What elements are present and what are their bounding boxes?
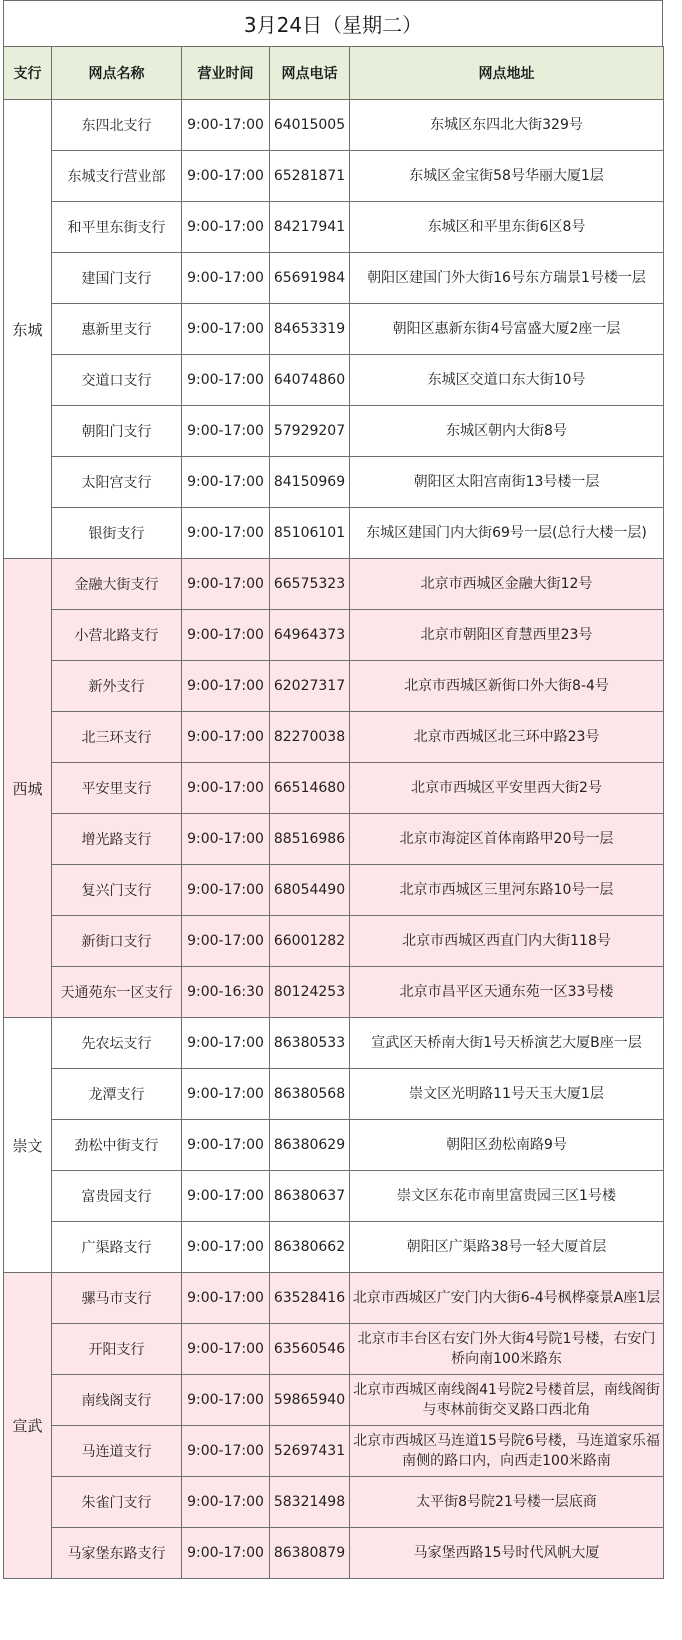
phone-cell: 86380629 [270,1120,350,1171]
outlet-name-cell: 复兴门支行 [52,865,182,916]
table-row [4,304,664,355]
outlet-name-cell: 金融大街支行 [52,559,182,610]
outlet-name-cell: 开阳支行 [52,1324,182,1375]
outlet-name-cell: 增光路支行 [52,814,182,865]
table-row [4,610,664,661]
address-cell: 朝阳区惠新东街4号富盛大厦2座一层 [350,304,664,355]
outlet-name-cell: 和平里东街支行 [52,202,182,253]
table-row [4,355,664,406]
branch-cell: 西城 [4,559,52,1018]
phone-cell: 66001282 [270,916,350,967]
outlet-name-cell: 广渠路支行 [52,1222,182,1273]
outlet-name-cell: 劲松中街支行 [52,1120,182,1171]
address-cell: 北京市西城区西直门内大街118号 [350,916,664,967]
outlet-name-cell: 东四北支行 [52,100,182,151]
table-row [4,1528,664,1579]
phone-cell: 68054490 [270,865,350,916]
hours-cell: 9:00-17:00 [182,1273,270,1324]
phone-cell: 59865940 [270,1375,350,1426]
table-row [4,100,664,151]
phone-cell: 86380662 [270,1222,350,1273]
table-row [4,1222,664,1273]
header-branch: 支行 [4,47,52,100]
branch-schedule-sheet [3,0,663,1579]
hours-cell: 9:00-17:00 [182,406,270,457]
address-cell: 东城区金宝街58号华丽大厦1层 [350,151,664,202]
phone-cell: 58321498 [270,1477,350,1528]
address-cell: 东城区东四北大街329号 [350,100,664,151]
table-row [4,559,664,610]
table-row [4,202,664,253]
table-row [4,661,664,712]
phone-cell: 64015005 [270,100,350,151]
phone-cell: 86380533 [270,1018,350,1069]
outlet-name-cell: 先农坛支行 [52,1018,182,1069]
address-cell: 北京市海淀区首体南路甲20号一层 [350,814,664,865]
table-row [4,763,664,814]
outlet-name-cell: 富贵园支行 [52,1171,182,1222]
hours-cell: 9:00-17:00 [182,1069,270,1120]
sheet-title: 3月24日（星期二） [3,0,663,46]
address-cell: 北京市西城区南线阁41号院2号楼首层，南线阁街与枣林前街交叉路口西北角 [350,1375,664,1426]
hours-cell: 9:00-17:00 [182,1222,270,1273]
hours-cell: 9:00-17:00 [182,151,270,202]
header-row [4,47,664,100]
outlet-name-cell: 新街口支行 [52,916,182,967]
branch-table [3,46,664,1579]
outlet-name-cell: 太阳宫支行 [52,457,182,508]
phone-cell: 57929207 [270,406,350,457]
hours-cell: 9:00-17:00 [182,508,270,559]
hours-cell: 9:00-17:00 [182,661,270,712]
hours-cell: 9:00-17:00 [182,865,270,916]
outlet-name-cell: 交道口支行 [52,355,182,406]
hours-cell: 9:00-17:00 [182,916,270,967]
phone-cell: 86380637 [270,1171,350,1222]
table-row [4,457,664,508]
hours-cell: 9:00-17:00 [182,253,270,304]
table-row [4,406,664,457]
hours-cell: 9:00-17:00 [182,610,270,661]
hours-cell: 9:00-17:00 [182,1324,270,1375]
hours-cell: 9:00-17:00 [182,763,270,814]
hours-cell: 9:00-16:30 [182,967,270,1018]
table-row [4,712,664,763]
outlet-name-cell: 朱雀门支行 [52,1477,182,1528]
header-hours: 营业时间 [182,47,270,100]
phone-cell: 86380568 [270,1069,350,1120]
phone-cell: 63560546 [270,1324,350,1375]
address-cell: 北京市丰台区右安门外大街4号院1号楼，右安门桥向南100米路东 [350,1324,664,1375]
address-cell: 马家堡西路15号时代风帆大厦 [350,1528,664,1579]
address-cell: 东城区和平里东街6区8号 [350,202,664,253]
outlet-name-cell: 马家堡东路支行 [52,1528,182,1579]
outlet-name-cell: 东城支行营业部 [52,151,182,202]
phone-cell: 52697431 [270,1426,350,1477]
phone-cell: 62027317 [270,661,350,712]
address-cell: 北京市朝阳区育慧西里23号 [350,610,664,661]
hours-cell: 9:00-17:00 [182,1120,270,1171]
header-outlet-name: 网点名称 [52,47,182,100]
table-row [4,1324,664,1375]
phone-cell: 63528416 [270,1273,350,1324]
header-address: 网点地址 [350,47,664,100]
outlet-name-cell: 银街支行 [52,508,182,559]
address-cell: 东城区朝内大街8号 [350,406,664,457]
outlet-name-cell: 建国门支行 [52,253,182,304]
table-row [4,916,664,967]
phone-cell: 84653319 [270,304,350,355]
outlet-name-cell: 惠新里支行 [52,304,182,355]
address-cell: 宣武区天桥南大街1号天桥演艺大厦B座一层 [350,1018,664,1069]
hours-cell: 9:00-17:00 [182,1018,270,1069]
hours-cell: 9:00-17:00 [182,457,270,508]
phone-cell: 85106101 [270,508,350,559]
table-row [4,1477,664,1528]
outlet-name-cell: 小营北路支行 [52,610,182,661]
address-cell: 东城区交道口东大街10号 [350,355,664,406]
outlet-name-cell: 新外支行 [52,661,182,712]
table-row [4,151,664,202]
table-row [4,1426,664,1477]
phone-cell: 80124253 [270,967,350,1018]
outlet-name-cell: 朝阳门支行 [52,406,182,457]
phone-cell: 66575323 [270,559,350,610]
phone-cell: 66514680 [270,763,350,814]
table-row [4,865,664,916]
address-cell: 北京市西城区平安里西大街2号 [350,763,664,814]
outlet-name-cell: 平安里支行 [52,763,182,814]
outlet-name-cell: 龙潭支行 [52,1069,182,1120]
address-cell: 北京市西城区广安门内大街6-4号枫桦豪景A座1层 [350,1273,664,1324]
address-cell: 北京市昌平区天通东苑一区33号楼 [350,967,664,1018]
phone-cell: 65691984 [270,253,350,304]
hours-cell: 9:00-17:00 [182,1528,270,1579]
outlet-name-cell: 骡马市支行 [52,1273,182,1324]
hours-cell: 9:00-17:00 [182,1375,270,1426]
hours-cell: 9:00-17:00 [182,814,270,865]
phone-cell: 65281871 [270,151,350,202]
phone-cell: 82270038 [270,712,350,763]
header-phone: 网点电话 [270,47,350,100]
address-cell: 朝阳区劲松南路9号 [350,1120,664,1171]
outlet-name-cell: 天通苑东一区支行 [52,967,182,1018]
address-cell: 朝阳区广渠路38号一轻大厦首层 [350,1222,664,1273]
phone-cell: 86380879 [270,1528,350,1579]
address-cell: 朝阳区太阳宫南街13号楼一层 [350,457,664,508]
phone-cell: 88516986 [270,814,350,865]
table-row [4,1375,664,1426]
hours-cell: 9:00-17:00 [182,559,270,610]
table-row [4,1171,664,1222]
address-cell: 北京市西城区三里河东路10号一层 [350,865,664,916]
outlet-name-cell: 马连道支行 [52,1426,182,1477]
phone-cell: 84150969 [270,457,350,508]
table-row [4,508,664,559]
branch-cell: 崇文 [4,1018,52,1273]
address-cell: 崇文区东花市南里富贵园三区1号楼 [350,1171,664,1222]
phone-cell: 64964373 [270,610,350,661]
hours-cell: 9:00-17:00 [182,355,270,406]
address-cell: 北京市西城区新街口外大街8-4号 [350,661,664,712]
address-cell: 北京市西城区北三环中路23号 [350,712,664,763]
phone-cell: 84217941 [270,202,350,253]
address-cell: 太平街8号院21号楼一层底商 [350,1477,664,1528]
branch-cell: 东城 [4,100,52,559]
outlet-name-cell: 南线阁支行 [52,1375,182,1426]
hours-cell: 9:00-17:00 [182,202,270,253]
hours-cell: 9:00-17:00 [182,100,270,151]
address-cell: 东城区建国门内大街69号一层(总行大楼一层) [350,508,664,559]
address-cell: 崇文区光明路11号天玉大厦1层 [350,1069,664,1120]
address-cell: 北京市西城区马连道15号院6号楼，马连道家乐福南侧的路口内，向西走100米路南 [350,1426,664,1477]
table-row [4,1018,664,1069]
hours-cell: 9:00-17:00 [182,304,270,355]
table-row [4,1273,664,1324]
hours-cell: 9:00-17:00 [182,712,270,763]
hours-cell: 9:00-17:00 [182,1426,270,1477]
phone-cell: 64074860 [270,355,350,406]
address-cell: 朝阳区建国门外大街16号东方瑞景1号楼一层 [350,253,664,304]
hours-cell: 9:00-17:00 [182,1171,270,1222]
table-row [4,814,664,865]
table-row [4,253,664,304]
branch-cell: 宣武 [4,1273,52,1579]
outlet-name-cell: 北三环支行 [52,712,182,763]
table-row [4,1120,664,1171]
address-cell: 北京市西城区金融大街12号 [350,559,664,610]
table-body [4,100,664,1579]
table-row [4,967,664,1018]
hours-cell: 9:00-17:00 [182,1477,270,1528]
table-row [4,1069,664,1120]
